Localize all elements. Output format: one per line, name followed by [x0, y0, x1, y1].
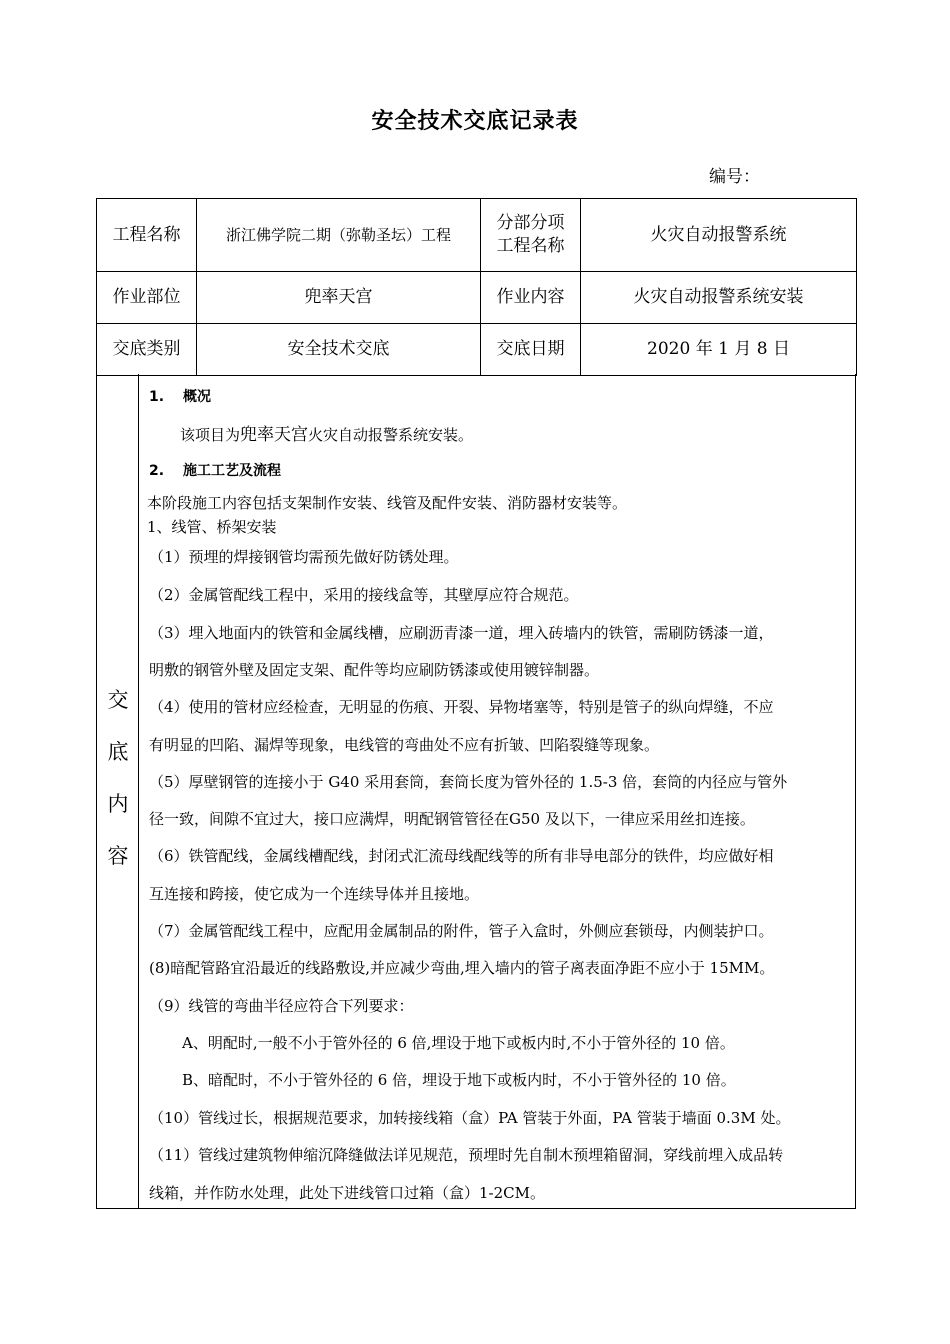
- project-name-label: 工程名称: [97, 199, 197, 272]
- content-line: （1）预埋的焊接钢管均需预先做好防锈处理。: [149, 548, 459, 566]
- side-char: 交: [107, 688, 129, 712]
- work-location-label: 作业部位: [97, 272, 197, 324]
- content-line: A、明配时,一般不小于管外径的 6 倍,埋设于地下或板内时,不小于管外径的 10 倍。: [182, 1034, 735, 1052]
- content-line: （9）线管的弯曲半径应符合下列要求：: [149, 997, 414, 1015]
- content-line: 径一致，间隙不宜过大，接口应满焊，明配钢管管径在G50 及以下，一律应采用丝扣连接。: [149, 810, 755, 828]
- content-line: (8)暗配管路宜沿最近的线路敷设,并应减少弯曲,埋入墙内的管子离表面净距不应小于 15MM。: [149, 959, 775, 977]
- sub-project-label-line2: 工程名称: [496, 236, 565, 256]
- content-line: 互连接和跨接，使它成为一个连续导体并且接地。: [149, 885, 480, 903]
- content-line: （4）使用的管材应经检查，无明显的伤痕、开裂、异物堵塞等，特别是管子的纵向焊缝，不应: [149, 698, 774, 716]
- section-heading-process: [149, 460, 281, 480]
- overview-place: 兜率天宫: [240, 425, 309, 445]
- briefing-date-label: 交底日期: [481, 324, 581, 376]
- info-row-project: [97, 199, 857, 272]
- info-row-location: [97, 272, 857, 324]
- briefing-content-section: [96, 374, 856, 1209]
- heading-number: 2.: [149, 463, 165, 479]
- sub-project-label-line1: 分部分项: [496, 213, 565, 234]
- content-line: B、暗配时，不小于管外径的 6 倍，埋设于地下或板内时，不小于管外径的 10 倍。: [182, 1071, 736, 1089]
- briefing-type-label: 交底类别: [97, 324, 197, 376]
- content-line: （7）金属管配线工程中，应配用金属制品的附件，管子入盒时，外侧应套锁母，内侧装护口。: [149, 922, 774, 940]
- content-line: （6）铁管配线，金属线槽配线，封闭式汇流母线配线等的所有非导电部分的铁件，均应做好相: [149, 847, 774, 865]
- intro-paragraph: 本阶段施工内容包括支架制作安装、线管及配件安装、消防器材安装等。: [147, 494, 628, 512]
- overview-pre: 该项目为: [180, 426, 241, 444]
- info-row-briefing: [97, 324, 857, 376]
- sub-project-label: [481, 199, 581, 272]
- content-line: 线箱，并作防水处理，此处下进线管口过箱（盒）1-2CM。: [149, 1184, 545, 1202]
- overview-paragraph: [180, 420, 473, 445]
- content-line: 明敷的钢管外壁及固定支架、配件等均应刷防锈漆或使用镀锌制器。: [149, 661, 600, 679]
- briefing-type-value: 安全技术交底: [197, 324, 481, 376]
- side-char: 容: [107, 844, 129, 868]
- side-char: 底: [107, 740, 129, 764]
- section-heading-overview: [149, 386, 211, 406]
- info-table: [96, 198, 857, 376]
- side-label: [97, 674, 139, 882]
- content-line: （5）厚壁钢管的连接小于 G40 采用套筒，套筒长度为管外径的 1.5-3 倍，套筒的内径应与管外: [149, 773, 788, 791]
- side-column: [97, 374, 139, 1208]
- content-line: 有明显的凹陷、漏焊等现象，电线管的弯曲处不应有折皱、凹陷裂缝等现象。: [149, 736, 660, 754]
- work-location-value: 兜率天宫: [197, 272, 481, 324]
- briefing-date-value: 2020 年 1 月 8 日: [581, 324, 857, 376]
- document-title: 安全技术交底记录表: [371, 109, 579, 134]
- heading-text: 施工工艺及流程: [183, 463, 281, 479]
- content-line: （3）埋入地面内的铁管和金属线槽，应刷沥青漆一道，埋入砖墙内的铁管，需刷防锈漆一道，: [149, 624, 774, 642]
- work-content-value: 火灾自动报警系统安装: [581, 272, 857, 324]
- serial-number-label: 编号：: [709, 167, 760, 187]
- project-name-value: 浙江佛学院二期（弥勒圣坛）工程: [197, 199, 481, 272]
- content-line: （11）管线过建筑物伸缩沉降缝做法详见规范，预埋时先自制木预埋箱留洞，穿线前埋入成品转: [149, 1146, 784, 1164]
- work-content-label: 作业内容: [481, 272, 581, 324]
- heading-text: 概况: [183, 389, 211, 405]
- heading-number: 1.: [149, 389, 165, 405]
- side-char: 内: [107, 792, 129, 816]
- overview-post: 火灾自动报警系统安装。: [308, 426, 474, 444]
- subsection-heading: 1、线管、桥架安装: [147, 518, 277, 536]
- sub-project-value: 火灾自动报警系统: [581, 199, 857, 272]
- content-line: （2）金属管配线工程中，采用的接线盒等，其壁厚应符合规范。: [149, 586, 579, 604]
- content-line: （10）管线过长，根据规范要求，加转接线箱（盒）PA 管装于外面，PA 管装于墙面 0.3M 处。: [149, 1109, 791, 1127]
